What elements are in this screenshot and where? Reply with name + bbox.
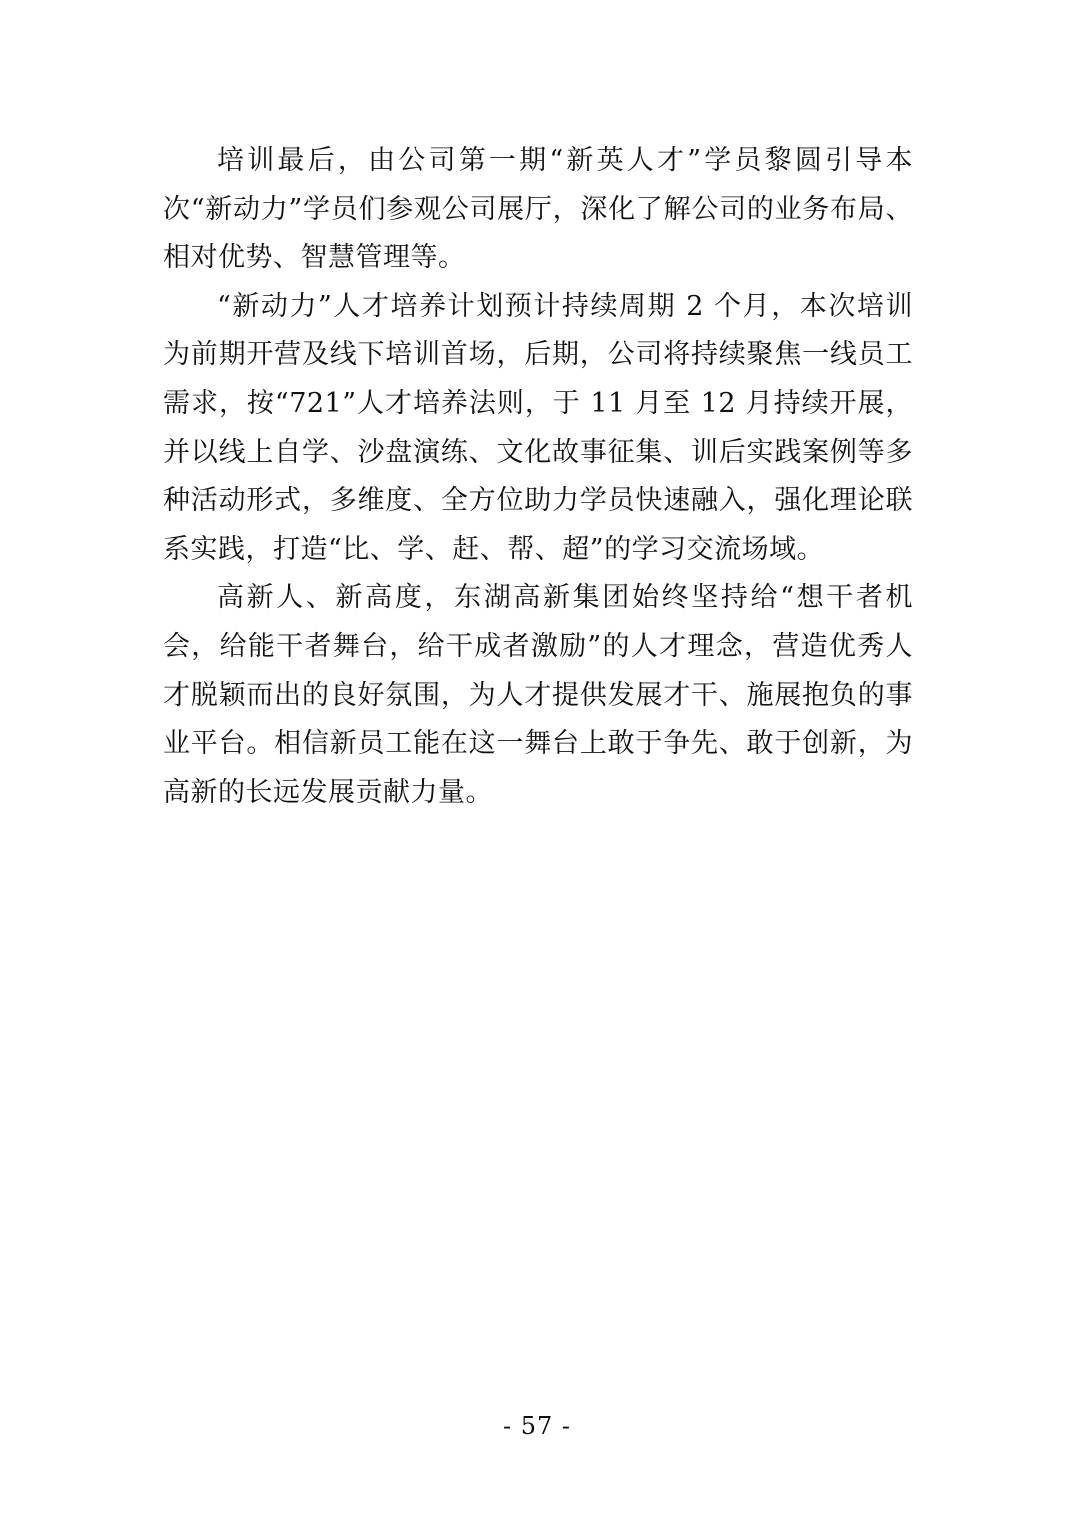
paragraph-talent-philosophy: 高新人、新高度，东湖高新集团始终坚持给“想干者机会，给能干者舞台，给干成者激励”的人才理念，营造优秀人才脱颖而出的良好氛围，为人才提供发展才干、施展抱负的事业平台。相信新员工能在这一舞台上敢于争先、敢于创新，为高新的长远发展贡献力量。 (163, 582, 913, 808)
document-body (163, 137, 913, 817)
paragraph-training-plan: “新动力”人才培养计划预计持续周期 2 个月，本次培训为前期开营及线下培训首场，后期，公司将持续聚焦一线员工需求，按“721”人才培养法则，于 11 月至 12 月持续开展，并以线上自学、沙盘演练、文化故事征集、训后实践案例等多种活动形式，多维度、全方位助力学员快速融入，强化理论联系实践，打造“比、学、赶、帮、超”的学习交流场域。 (163, 290, 913, 565)
paragraph-training-finale: 培训最后，由公司第一期“新英人才”学员黎圆引导本次“新动力”学员们参观公司展厅，深化了解公司的业务布局、相对优势、智慧管理等。 (163, 145, 913, 274)
page-number: - 57 - (502, 1412, 571, 1440)
